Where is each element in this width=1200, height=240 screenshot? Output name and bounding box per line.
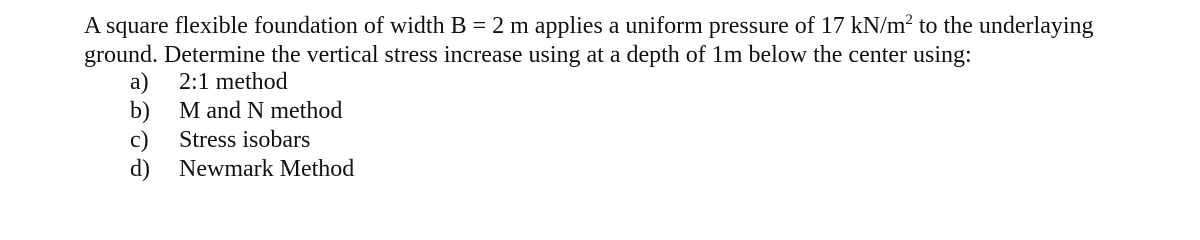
question-line-1-text: A square flexible foundation of width B = 2 m applies a uniform pressure of 17 kN/m [84,13,906,39]
option-letter: c) [130,127,149,153]
option-text: M and N method [179,98,343,124]
question-line-1-end: to the underlaying [912,13,1094,39]
question-text [84,12,1184,70]
option-text: 2:1 method [179,69,288,95]
option-letter: b) [130,98,150,124]
question-line-2: ground. Determine the vertical stress increase using at a depth of 1m below the center using: [84,42,972,68]
option-text: Stress isobars [179,127,311,153]
option-letter: a) [130,69,149,95]
option-letter: d) [130,156,150,182]
option-text: Newmark Method [179,156,355,182]
unit-superscript: 2 [905,12,913,28]
question-line-1 [84,12,1184,41]
